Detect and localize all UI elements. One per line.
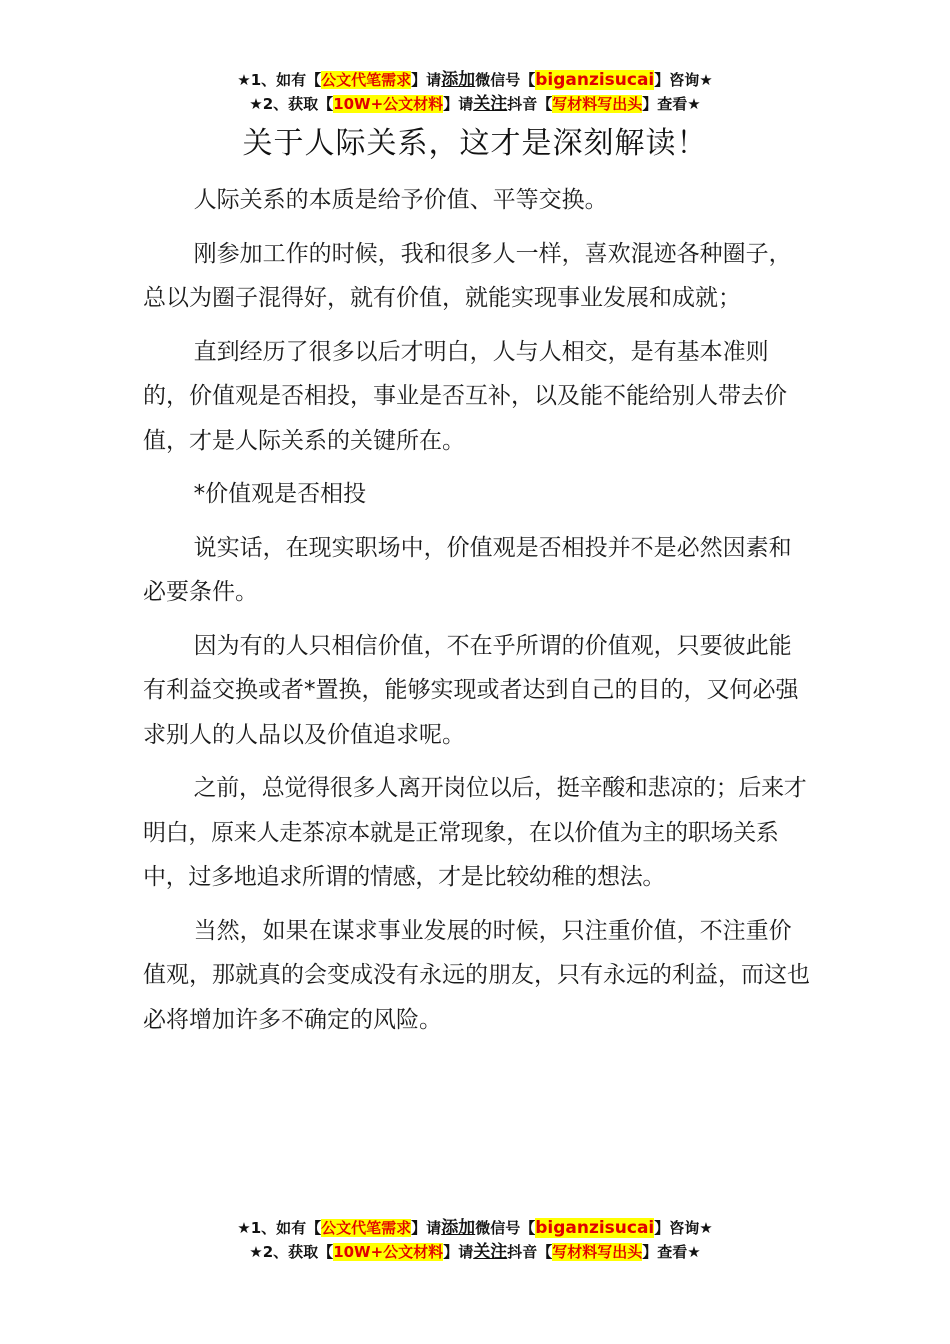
banner-line-1: ★1、如有【公文代笔需求】请添加微信号【biganzisucai】咨询★ [237,1218,713,1238]
paragraph: 直到经历了很多以后才明白，人与人相交，是有基本准则的，价值观是否相投，事业是否互补，以及能不能给别人带去价值，才是人际关系的关键所在。 [143,338,787,454]
highlight-wechat-id: biganzisucai [535,70,655,90]
paragraph: 因为有的人只相信价值，不在乎所谓的价值观，只要彼此能有利益交换或者*置换，能够实现或者达到自己的目的，又何必强求别人的人品以及价值追求呢。 [143,632,799,748]
footer-banner [0,1216,950,1264]
highlight-service: 公文代笔需求 [321,71,412,89]
document-title: 关于人际关系，这才是深刻解读！ [242,126,708,161]
highlight-douyin-id: 写材料写出头 [552,1243,643,1261]
section-heading: *价值观是否相投 [193,481,367,507]
highlight-materials: 10W+公文材料 [333,95,444,113]
banner-line-1: ★1、如有【公文代笔需求】请添加微信号【biganzisucai】咨询★ [237,70,713,90]
highlight-service: 公文代笔需求 [321,1219,412,1237]
banner-line-2: ★2、获取【10W+公文材料】请关注抖音【写材料写出头】查看★ [249,94,701,114]
paragraph: 之前，总觉得很多人离开岗位以后，挺辛酸和悲凉的；后来才明白，原来人走茶凉本就是正常现象，在以价值为主的职场关系中，过多地追求所谓的情感，才是比较幼稚的想法。 [143,775,807,890]
highlight-materials: 10W+公文材料 [333,1243,444,1261]
header-banner [0,68,950,116]
paragraph: 刚参加工作的时候，我和很多人一样，喜欢混迹各种圈子，总以为圈子混得好，就有价值，就能实现事业发展和成就； [143,240,792,311]
paragraph: 当然，如果在谋求事业发展的时候，只注重价值，不注重价值观，那就真的会变成没有永远的朋友，只有永远的利益，而这也必将增加许多不确定的风险。 [143,917,810,1033]
paragraph: 人际关系的本质是给予价值、平等交换。 [193,187,608,213]
highlight-wechat-id: biganzisucai [535,1218,655,1238]
paragraph: 说实话，在现实职场中，价值观是否相投并不是必然因素和必要条件。 [143,534,792,605]
document-body [143,178,813,1051]
banner-line-2: ★2、获取【10W+公文材料】请关注抖音【写材料写出头】查看★ [249,1242,701,1262]
highlight-douyin-id: 写材料写出头 [552,95,643,113]
